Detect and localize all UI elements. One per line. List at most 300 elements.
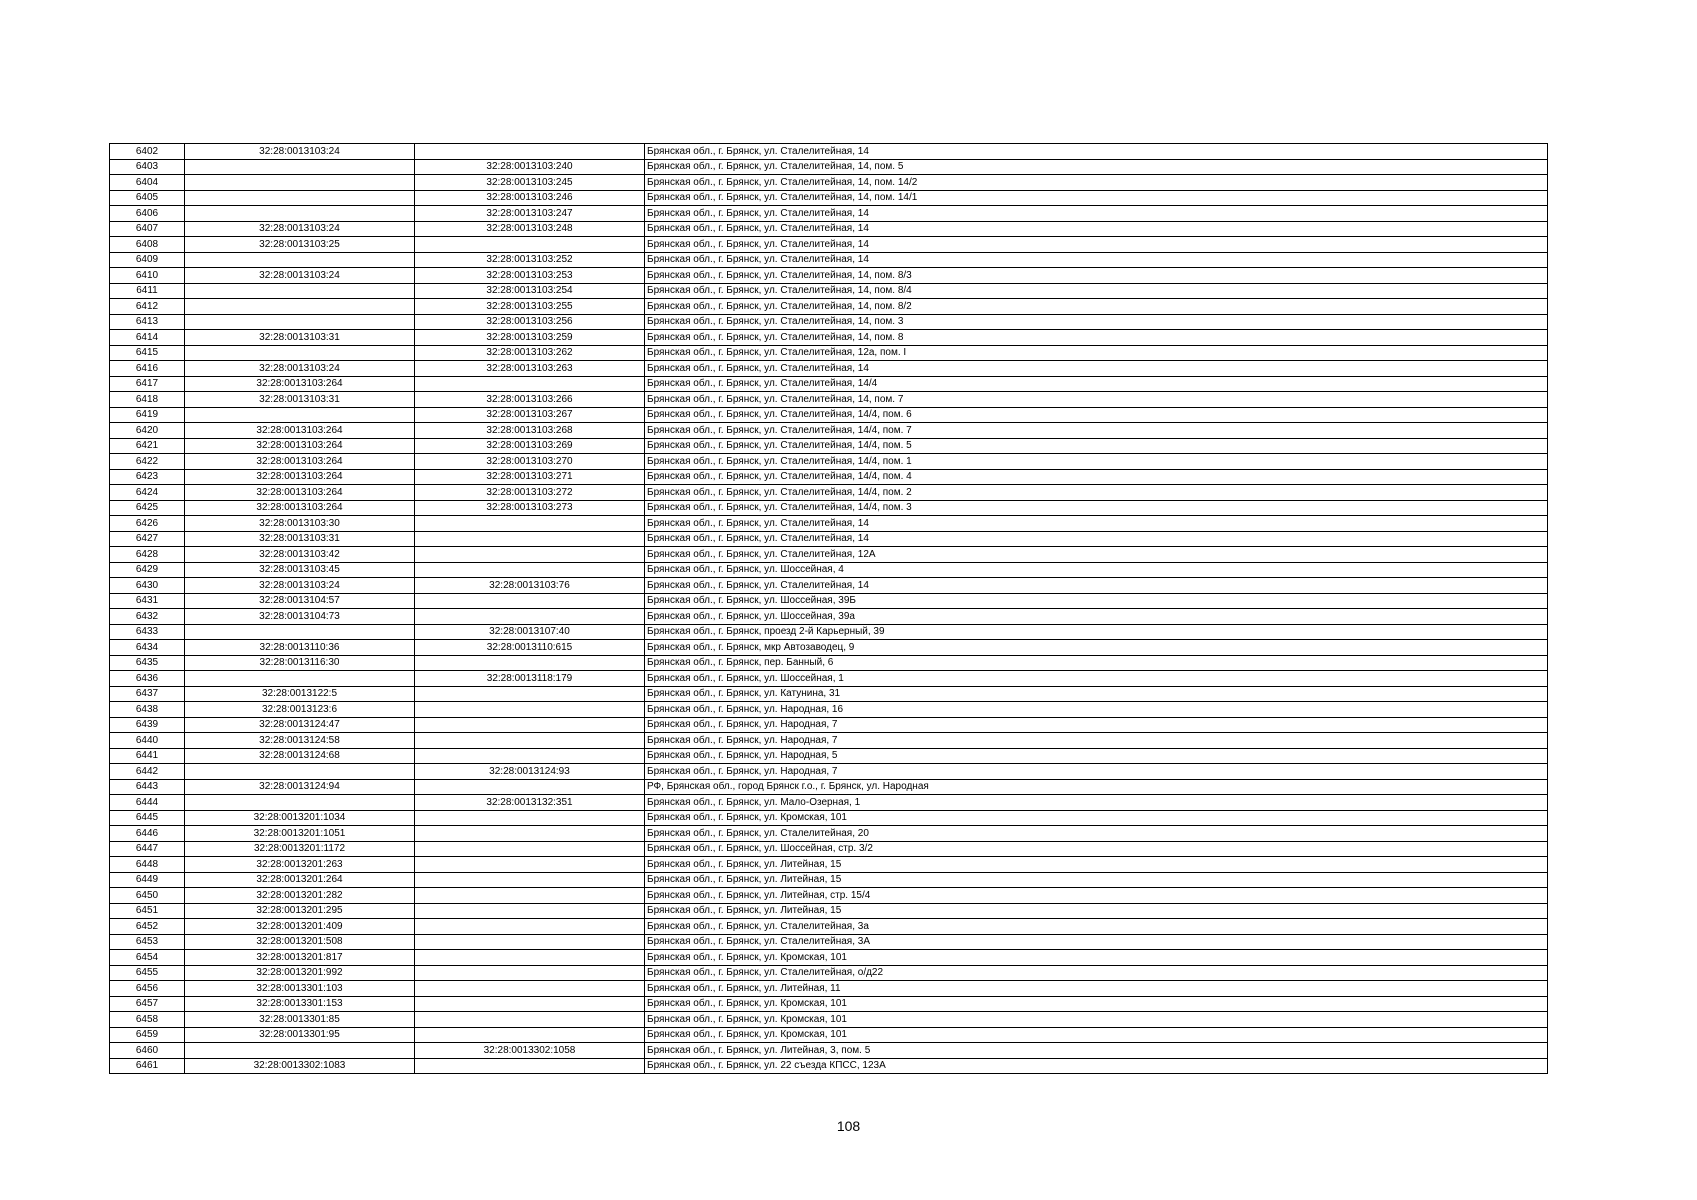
object-cadastral-number-cell: 32:28:0013302:1058 bbox=[415, 1043, 645, 1059]
table-row bbox=[110, 221, 1548, 237]
parcel-cadastral-number-cell: 32:28:0013301:153 bbox=[185, 996, 415, 1012]
row-number-cell: 6409 bbox=[110, 252, 185, 268]
parcel-cadastral-number-cell: 32:28:0013104:57 bbox=[185, 593, 415, 609]
address-cell: Брянская обл., г. Брянск, ул. Сталелитейная, 14, пом. 8 bbox=[645, 330, 1548, 346]
parcel-cadastral-number-cell: 32:28:0013201:1034 bbox=[185, 810, 415, 826]
table-row bbox=[110, 268, 1548, 284]
parcel-cadastral-number-cell: 32:28:0013201:817 bbox=[185, 950, 415, 966]
table-row bbox=[110, 996, 1548, 1012]
parcel-cadastral-number-cell: 32:28:0013103:264 bbox=[185, 454, 415, 470]
table-row bbox=[110, 159, 1548, 175]
parcel-cadastral-number-cell bbox=[185, 795, 415, 811]
object-cadastral-number-cell: 32:28:0013103:267 bbox=[415, 407, 645, 423]
parcel-cadastral-number-cell: 32:28:0013103:24 bbox=[185, 268, 415, 284]
object-cadastral-number-cell bbox=[415, 1027, 645, 1043]
address-cell: Брянская обл., г. Брянск, ул. Сталелитейная, 14, пом. 14/2 bbox=[645, 175, 1548, 191]
row-number-cell: 6454 bbox=[110, 950, 185, 966]
row-number-cell: 6445 bbox=[110, 810, 185, 826]
table-row bbox=[110, 919, 1548, 935]
row-number-cell: 6406 bbox=[110, 206, 185, 222]
parcel-cadastral-number-cell: 32:28:0013201:992 bbox=[185, 965, 415, 981]
page-number: 108 bbox=[836, 1118, 861, 1134]
table-row bbox=[110, 237, 1548, 253]
table-row bbox=[110, 485, 1548, 501]
parcel-cadastral-number-cell: 32:28:0013103:24 bbox=[185, 361, 415, 377]
parcel-cadastral-number-cell bbox=[185, 345, 415, 361]
object-cadastral-number-cell bbox=[415, 981, 645, 997]
parcel-cadastral-number-cell bbox=[185, 252, 415, 268]
address-cell: Брянская обл., г. Брянск, ул. Сталелитейная, 14 bbox=[645, 237, 1548, 253]
row-number-cell: 6424 bbox=[110, 485, 185, 501]
table-row bbox=[110, 345, 1548, 361]
object-cadastral-number-cell bbox=[415, 919, 645, 935]
table-row bbox=[110, 407, 1548, 423]
table-row bbox=[110, 578, 1548, 594]
row-number-cell: 6442 bbox=[110, 764, 185, 780]
table-row bbox=[110, 779, 1548, 795]
table-row bbox=[110, 702, 1548, 718]
parcel-cadastral-number-cell: 32:28:0013124:68 bbox=[185, 748, 415, 764]
object-cadastral-number-cell bbox=[415, 531, 645, 547]
object-cadastral-number-cell: 32:28:0013103:255 bbox=[415, 299, 645, 315]
row-number-cell: 6448 bbox=[110, 857, 185, 873]
table-row bbox=[110, 764, 1548, 780]
registry-table-body bbox=[110, 144, 1548, 1074]
parcel-cadastral-number-cell bbox=[185, 1043, 415, 1059]
row-number-cell: 6431 bbox=[110, 593, 185, 609]
row-number-cell: 6426 bbox=[110, 516, 185, 532]
parcel-cadastral-number-cell bbox=[185, 407, 415, 423]
object-cadastral-number-cell bbox=[415, 950, 645, 966]
address-cell: Брянская обл., г. Брянск, ул. Литейная, 15 bbox=[645, 872, 1548, 888]
parcel-cadastral-number-cell bbox=[185, 159, 415, 175]
parcel-cadastral-number-cell: 32:28:0013124:58 bbox=[185, 733, 415, 749]
row-number-cell: 6456 bbox=[110, 981, 185, 997]
address-cell: Брянская обл., г. Брянск, ул. Сталелитейная, 14/4, пом. 4 bbox=[645, 469, 1548, 485]
object-cadastral-number-cell: 32:28:0013103:273 bbox=[415, 500, 645, 516]
object-cadastral-number-cell bbox=[415, 237, 645, 253]
table-row bbox=[110, 423, 1548, 439]
address-cell: Брянская обл., г. Брянск, ул. Шоссейная, стр. 3/2 bbox=[645, 841, 1548, 857]
parcel-cadastral-number-cell: 32:28:0013103:24 bbox=[185, 578, 415, 594]
object-cadastral-number-cell bbox=[415, 965, 645, 981]
object-cadastral-number-cell bbox=[415, 609, 645, 625]
address-cell: Брянская обл., г. Брянск, ул. Сталелитейная, 14 bbox=[645, 516, 1548, 532]
table-row bbox=[110, 1012, 1548, 1028]
parcel-cadastral-number-cell: 32:28:0013103:264 bbox=[185, 485, 415, 501]
address-cell: Брянская обл., г. Брянск, ул. Сталелитейная, 14/4, пом. 3 bbox=[645, 500, 1548, 516]
table-row bbox=[110, 299, 1548, 315]
row-number-cell: 6457 bbox=[110, 996, 185, 1012]
object-cadastral-number-cell bbox=[415, 1058, 645, 1074]
object-cadastral-number-cell: 32:28:0013103:252 bbox=[415, 252, 645, 268]
address-cell: Брянская обл., г. Брянск, ул. Народная, 7 bbox=[645, 717, 1548, 733]
table-row bbox=[110, 283, 1548, 299]
parcel-cadastral-number-cell: 32:28:0013201:264 bbox=[185, 872, 415, 888]
object-cadastral-number-cell: 32:28:0013118:179 bbox=[415, 671, 645, 687]
object-cadastral-number-cell: 32:28:0013103:266 bbox=[415, 392, 645, 408]
object-cadastral-number-cell bbox=[415, 547, 645, 563]
registry-sheet bbox=[109, 143, 1547, 1074]
table-row bbox=[110, 438, 1548, 454]
address-cell: РФ, Брянская обл., город Брянск г.о., г. Брянск, ул. Народная bbox=[645, 779, 1548, 795]
address-cell: Брянская обл., г. Брянск, ул. Литейная, 15 bbox=[645, 857, 1548, 873]
table-row bbox=[110, 175, 1548, 191]
row-number-cell: 6423 bbox=[110, 469, 185, 485]
parcel-cadastral-number-cell: 32:28:0013103:264 bbox=[185, 469, 415, 485]
row-number-cell: 6436 bbox=[110, 671, 185, 687]
row-number-cell: 6449 bbox=[110, 872, 185, 888]
row-number-cell: 6443 bbox=[110, 779, 185, 795]
row-number-cell: 6458 bbox=[110, 1012, 185, 1028]
parcel-cadastral-number-cell: 32:28:0013103:31 bbox=[185, 531, 415, 547]
address-cell: Брянская обл., г. Брянск, ул. Сталелитейная, 12А bbox=[645, 547, 1548, 563]
parcel-cadastral-number-cell bbox=[185, 624, 415, 640]
address-cell: Брянская обл., г. Брянск, ул. Кромская, 101 bbox=[645, 810, 1548, 826]
row-number-cell: 6405 bbox=[110, 190, 185, 206]
object-cadastral-number-cell bbox=[415, 888, 645, 904]
table-row bbox=[110, 547, 1548, 563]
table-row bbox=[110, 965, 1548, 981]
table-row bbox=[110, 593, 1548, 609]
row-number-cell: 6438 bbox=[110, 702, 185, 718]
parcel-cadastral-number-cell: 32:28:0013104:73 bbox=[185, 609, 415, 625]
row-number-cell: 6404 bbox=[110, 175, 185, 191]
table-row bbox=[110, 516, 1548, 532]
row-number-cell: 6416 bbox=[110, 361, 185, 377]
parcel-cadastral-number-cell: 32:28:0013103:45 bbox=[185, 562, 415, 578]
row-number-cell: 6459 bbox=[110, 1027, 185, 1043]
table-row bbox=[110, 903, 1548, 919]
parcel-cadastral-number-cell: 32:28:0013122:5 bbox=[185, 686, 415, 702]
parcel-cadastral-number-cell: 32:28:0013301:95 bbox=[185, 1027, 415, 1043]
parcel-cadastral-number-cell bbox=[185, 764, 415, 780]
row-number-cell: 6441 bbox=[110, 748, 185, 764]
object-cadastral-number-cell bbox=[415, 841, 645, 857]
object-cadastral-number-cell: 32:28:0013103:256 bbox=[415, 314, 645, 330]
table-row bbox=[110, 361, 1548, 377]
table-row bbox=[110, 469, 1548, 485]
row-number-cell: 6430 bbox=[110, 578, 185, 594]
parcel-cadastral-number-cell: 32:28:0013103:264 bbox=[185, 438, 415, 454]
table-row bbox=[110, 330, 1548, 346]
row-number-cell: 6403 bbox=[110, 159, 185, 175]
parcel-cadastral-number-cell: 32:28:0013110:36 bbox=[185, 640, 415, 656]
object-cadastral-number-cell: 32:28:0013103:246 bbox=[415, 190, 645, 206]
address-cell: Брянская обл., г. Брянск, ул. Сталелитейная, 14/4, пом. 5 bbox=[645, 438, 1548, 454]
address-cell: Брянская обл., г. Брянск, ул. Литейная, 11 bbox=[645, 981, 1548, 997]
address-cell: Брянская обл., г. Брянск, ул. Литейная, стр. 15/4 bbox=[645, 888, 1548, 904]
object-cadastral-number-cell bbox=[415, 810, 645, 826]
object-cadastral-number-cell bbox=[415, 934, 645, 950]
object-cadastral-number-cell: 32:28:0013124:93 bbox=[415, 764, 645, 780]
row-number-cell: 6425 bbox=[110, 500, 185, 516]
row-number-cell: 6402 bbox=[110, 144, 185, 160]
object-cadastral-number-cell bbox=[415, 1012, 645, 1028]
address-cell: Брянская обл., г. Брянск, ул. Сталелитейная, 14, пом. 8/4 bbox=[645, 283, 1548, 299]
row-number-cell: 6444 bbox=[110, 795, 185, 811]
row-number-cell: 6452 bbox=[110, 919, 185, 935]
table-row bbox=[110, 1058, 1548, 1074]
row-number-cell: 6429 bbox=[110, 562, 185, 578]
row-number-cell: 6413 bbox=[110, 314, 185, 330]
address-cell: Брянская обл., г. Брянск, ул. Сталелитейная, 14/4 bbox=[645, 376, 1548, 392]
parcel-cadastral-number-cell: 32:28:0013103:264 bbox=[185, 500, 415, 516]
parcel-cadastral-number-cell bbox=[185, 190, 415, 206]
parcel-cadastral-number-cell: 32:28:0013103:31 bbox=[185, 330, 415, 346]
parcel-cadastral-number-cell: 32:28:0013201:295 bbox=[185, 903, 415, 919]
table-row bbox=[110, 733, 1548, 749]
address-cell: Брянская обл., г. Брянск, ул. Сталелитейная, 14, пом. 5 bbox=[645, 159, 1548, 175]
parcel-cadastral-number-cell bbox=[185, 314, 415, 330]
row-number-cell: 6446 bbox=[110, 826, 185, 842]
row-number-cell: 6455 bbox=[110, 965, 185, 981]
address-cell: Брянская обл., г. Брянск, ул. Сталелитейная, 20 bbox=[645, 826, 1548, 842]
parcel-cadastral-number-cell: 32:28:0013201:1172 bbox=[185, 841, 415, 857]
parcel-cadastral-number-cell: 32:28:0013302:1083 bbox=[185, 1058, 415, 1074]
row-number-cell: 6418 bbox=[110, 392, 185, 408]
row-number-cell: 6460 bbox=[110, 1043, 185, 1059]
row-number-cell: 6439 bbox=[110, 717, 185, 733]
address-cell: Брянская обл., г. Брянск, ул. Сталелитейная, 14 bbox=[645, 361, 1548, 377]
registry-table bbox=[109, 143, 1548, 1074]
table-row bbox=[110, 810, 1548, 826]
address-cell: Брянская обл., г. Брянск, ул. Народная, 16 bbox=[645, 702, 1548, 718]
object-cadastral-number-cell bbox=[415, 144, 645, 160]
row-number-cell: 6415 bbox=[110, 345, 185, 361]
object-cadastral-number-cell bbox=[415, 733, 645, 749]
table-row bbox=[110, 872, 1548, 888]
row-number-cell: 6427 bbox=[110, 531, 185, 547]
parcel-cadastral-number-cell: 32:28:0013103:42 bbox=[185, 547, 415, 563]
object-cadastral-number-cell: 32:28:0013103:259 bbox=[415, 330, 645, 346]
parcel-cadastral-number-cell: 32:28:0013124:94 bbox=[185, 779, 415, 795]
table-row bbox=[110, 671, 1548, 687]
table-row bbox=[110, 562, 1548, 578]
parcel-cadastral-number-cell: 32:28:0013301:85 bbox=[185, 1012, 415, 1028]
address-cell: Брянская обл., г. Брянск, ул. Мало-Озерная, 1 bbox=[645, 795, 1548, 811]
address-cell: Брянская обл., г. Брянск, ул. Кромская, 101 bbox=[645, 1012, 1548, 1028]
object-cadastral-number-cell: 32:28:0013110:615 bbox=[415, 640, 645, 656]
parcel-cadastral-number-cell: 32:28:0013201:409 bbox=[185, 919, 415, 935]
object-cadastral-number-cell bbox=[415, 996, 645, 1012]
address-cell: Брянская обл., г. Брянск, ул. Народная, 7 bbox=[645, 733, 1548, 749]
object-cadastral-number-cell: 32:28:0013103:245 bbox=[415, 175, 645, 191]
table-row bbox=[110, 950, 1548, 966]
table-row bbox=[110, 826, 1548, 842]
address-cell: Брянская обл., г. Брянск, ул. Сталелитейная, 14, пом. 8/3 bbox=[645, 268, 1548, 284]
address-cell: Брянская обл., г. Брянск, мкр Автозаводец, 9 bbox=[645, 640, 1548, 656]
object-cadastral-number-cell: 32:28:0013103:271 bbox=[415, 469, 645, 485]
address-cell: Брянская обл., г. Брянск, пер. Банный, 6 bbox=[645, 655, 1548, 671]
row-number-cell: 6451 bbox=[110, 903, 185, 919]
address-cell: Брянская обл., г. Брянск, ул. Сталелитейная, 14, пом. 3 bbox=[645, 314, 1548, 330]
table-row bbox=[110, 1027, 1548, 1043]
object-cadastral-number-cell: 32:28:0013103:247 bbox=[415, 206, 645, 222]
table-row bbox=[110, 252, 1548, 268]
parcel-cadastral-number-cell bbox=[185, 299, 415, 315]
row-number-cell: 6411 bbox=[110, 283, 185, 299]
parcel-cadastral-number-cell bbox=[185, 206, 415, 222]
parcel-cadastral-number-cell: 32:28:0013201:508 bbox=[185, 934, 415, 950]
address-cell: Брянская обл., г. Брянск, ул. Сталелитейная, 14 bbox=[645, 578, 1548, 594]
object-cadastral-number-cell: 32:28:0013103:270 bbox=[415, 454, 645, 470]
row-number-cell: 6419 bbox=[110, 407, 185, 423]
row-number-cell: 6414 bbox=[110, 330, 185, 346]
address-cell: Брянская обл., г. Брянск, ул. Сталелитейная, 14 bbox=[645, 221, 1548, 237]
parcel-cadastral-number-cell: 32:28:0013116:30 bbox=[185, 655, 415, 671]
row-number-cell: 6450 bbox=[110, 888, 185, 904]
table-row bbox=[110, 500, 1548, 516]
table-row bbox=[110, 686, 1548, 702]
object-cadastral-number-cell: 32:28:0013103:240 bbox=[415, 159, 645, 175]
table-row bbox=[110, 795, 1548, 811]
object-cadastral-number-cell bbox=[415, 857, 645, 873]
parcel-cadastral-number-cell: 32:28:0013103:264 bbox=[185, 376, 415, 392]
object-cadastral-number-cell bbox=[415, 748, 645, 764]
address-cell: Брянская обл., г. Брянск, ул. Сталелитейная, 14, пом. 7 bbox=[645, 392, 1548, 408]
table-row bbox=[110, 888, 1548, 904]
row-number-cell: 6437 bbox=[110, 686, 185, 702]
object-cadastral-number-cell bbox=[415, 593, 645, 609]
object-cadastral-number-cell: 32:28:0013107:40 bbox=[415, 624, 645, 640]
row-number-cell: 6453 bbox=[110, 934, 185, 950]
table-row bbox=[110, 376, 1548, 392]
object-cadastral-number-cell bbox=[415, 562, 645, 578]
table-row bbox=[110, 190, 1548, 206]
address-cell: Брянская обл., г. Брянск, ул. Сталелитейная, 14, пом. 14/1 bbox=[645, 190, 1548, 206]
address-cell: Брянская обл., г. Брянск, ул. Народная, 7 bbox=[645, 764, 1548, 780]
object-cadastral-number-cell bbox=[415, 516, 645, 532]
parcel-cadastral-number-cell: 32:28:0013201:263 bbox=[185, 857, 415, 873]
table-row bbox=[110, 841, 1548, 857]
address-cell: Брянская обл., г. Брянск, ул. Катунина, 31 bbox=[645, 686, 1548, 702]
address-cell: Брянская обл., г. Брянск, ул. Сталелитейная, 12а, пом. I bbox=[645, 345, 1548, 361]
row-number-cell: 6447 bbox=[110, 841, 185, 857]
address-cell: Брянская обл., г. Брянск, ул. Сталелитейная, 14 bbox=[645, 144, 1548, 160]
object-cadastral-number-cell: 32:28:0013103:262 bbox=[415, 345, 645, 361]
object-cadastral-number-cell bbox=[415, 826, 645, 842]
address-cell: Брянская обл., г. Брянск, ул. Шоссейная, 39а bbox=[645, 609, 1548, 625]
object-cadastral-number-cell bbox=[415, 903, 645, 919]
address-cell: Брянская обл., г. Брянск, ул. Кромская, 101 bbox=[645, 1027, 1548, 1043]
object-cadastral-number-cell bbox=[415, 779, 645, 795]
table-row bbox=[110, 1043, 1548, 1059]
row-number-cell: 6420 bbox=[110, 423, 185, 439]
row-number-cell: 6434 bbox=[110, 640, 185, 656]
parcel-cadastral-number-cell: 32:28:0013301:103 bbox=[185, 981, 415, 997]
address-cell: Брянская обл., г. Брянск, ул. Сталелитейная, 14 bbox=[645, 206, 1548, 222]
parcel-cadastral-number-cell bbox=[185, 283, 415, 299]
row-number-cell: 6407 bbox=[110, 221, 185, 237]
row-number-cell: 6422 bbox=[110, 454, 185, 470]
object-cadastral-number-cell bbox=[415, 686, 645, 702]
row-number-cell: 6428 bbox=[110, 547, 185, 563]
parcel-cadastral-number-cell: 32:28:0013103:30 bbox=[185, 516, 415, 532]
address-cell: Брянская обл., г. Брянск, ул. Кромская, 101 bbox=[645, 996, 1548, 1012]
object-cadastral-number-cell: 32:28:0013103:76 bbox=[415, 578, 645, 594]
row-number-cell: 6417 bbox=[110, 376, 185, 392]
row-number-cell: 6408 bbox=[110, 237, 185, 253]
row-number-cell: 6421 bbox=[110, 438, 185, 454]
table-row bbox=[110, 655, 1548, 671]
row-number-cell: 6435 bbox=[110, 655, 185, 671]
object-cadastral-number-cell: 32:28:0013132:351 bbox=[415, 795, 645, 811]
parcel-cadastral-number-cell: 32:28:0013124:47 bbox=[185, 717, 415, 733]
address-cell: Брянская обл., г. Брянск, ул. Сталелитейная, 14/4, пом. 1 bbox=[645, 454, 1548, 470]
parcel-cadastral-number-cell: 32:28:0013103:24 bbox=[185, 144, 415, 160]
address-cell: Брянская обл., г. Брянск, ул. Шоссейная, 4 bbox=[645, 562, 1548, 578]
table-row bbox=[110, 717, 1548, 733]
address-cell: Брянская обл., г. Брянск, ул. Литейная, 15 bbox=[645, 903, 1548, 919]
row-number-cell: 6432 bbox=[110, 609, 185, 625]
parcel-cadastral-number-cell: 32:28:0013103:24 bbox=[185, 221, 415, 237]
address-cell: Брянская обл., г. Брянск, ул. Сталелитейная, о/д22 bbox=[645, 965, 1548, 981]
address-cell: Брянская обл., г. Брянск, ул. Сталелитейная, 14, пом. 8/2 bbox=[645, 299, 1548, 315]
object-cadastral-number-cell: 32:28:0013103:254 bbox=[415, 283, 645, 299]
address-cell: Брянская обл., г. Брянск, ул. 22 съезда КПСС, 123А bbox=[645, 1058, 1548, 1074]
address-cell: Брянская обл., г. Брянск, ул. Сталелитейная, 14 bbox=[645, 252, 1548, 268]
object-cadastral-number-cell bbox=[415, 702, 645, 718]
object-cadastral-number-cell: 32:28:0013103:253 bbox=[415, 268, 645, 284]
table-row bbox=[110, 454, 1548, 470]
table-row bbox=[110, 206, 1548, 222]
table-row bbox=[110, 640, 1548, 656]
address-cell: Брянская обл., г. Брянск, ул. Шоссейная, 39Б bbox=[645, 593, 1548, 609]
object-cadastral-number-cell: 32:28:0013103:269 bbox=[415, 438, 645, 454]
parcel-cadastral-number-cell: 32:28:0013123:6 bbox=[185, 702, 415, 718]
object-cadastral-number-cell bbox=[415, 872, 645, 888]
address-cell: Брянская обл., г. Брянск, ул. Сталелитейная, 3а bbox=[645, 919, 1548, 935]
object-cadastral-number-cell bbox=[415, 376, 645, 392]
row-number-cell: 6461 bbox=[110, 1058, 185, 1074]
row-number-cell: 6412 bbox=[110, 299, 185, 315]
object-cadastral-number-cell bbox=[415, 717, 645, 733]
row-number-cell: 6410 bbox=[110, 268, 185, 284]
address-cell: Брянская обл., г. Брянск, ул. Сталелитейная, 14/4, пом. 6 bbox=[645, 407, 1548, 423]
address-cell: Брянская обл., г. Брянск, ул. Литейная, 3, пом. 5 bbox=[645, 1043, 1548, 1059]
parcel-cadastral-number-cell: 32:28:0013201:1051 bbox=[185, 826, 415, 842]
row-number-cell: 6440 bbox=[110, 733, 185, 749]
table-row bbox=[110, 609, 1548, 625]
address-cell: Брянская обл., г. Брянск, ул. Кромская, 101 bbox=[645, 950, 1548, 966]
object-cadastral-number-cell: 32:28:0013103:268 bbox=[415, 423, 645, 439]
table-row bbox=[110, 748, 1548, 764]
object-cadastral-number-cell: 32:28:0013103:248 bbox=[415, 221, 645, 237]
table-row bbox=[110, 934, 1548, 950]
object-cadastral-number-cell: 32:28:0013103:263 bbox=[415, 361, 645, 377]
object-cadastral-number-cell: 32:28:0013103:272 bbox=[415, 485, 645, 501]
parcel-cadastral-number-cell: 32:28:0013201:282 bbox=[185, 888, 415, 904]
row-number-cell: 6433 bbox=[110, 624, 185, 640]
address-cell: Брянская обл., г. Брянск, ул. Сталелитейная, 14 bbox=[645, 531, 1548, 547]
address-cell: Брянская обл., г. Брянск, ул. Шоссейная, 1 bbox=[645, 671, 1548, 687]
table-row bbox=[110, 144, 1548, 160]
table-row bbox=[110, 857, 1548, 873]
table-row bbox=[110, 624, 1548, 640]
table-row bbox=[110, 314, 1548, 330]
table-row bbox=[110, 981, 1548, 997]
address-cell: Брянская обл., г. Брянск, ул. Сталелитейная, 14/4, пом. 7 bbox=[645, 423, 1548, 439]
table-row bbox=[110, 531, 1548, 547]
object-cadastral-number-cell bbox=[415, 655, 645, 671]
parcel-cadastral-number-cell bbox=[185, 671, 415, 687]
address-cell: Брянская обл., г. Брянск, ул. Сталелитейная, 14/4, пом. 2 bbox=[645, 485, 1548, 501]
parcel-cadastral-number-cell: 32:28:0013103:31 bbox=[185, 392, 415, 408]
address-cell: Брянская обл., г. Брянск, проезд 2-й Карьерный, 39 bbox=[645, 624, 1548, 640]
parcel-cadastral-number-cell: 32:28:0013103:264 bbox=[185, 423, 415, 439]
parcel-cadastral-number-cell: 32:28:0013103:25 bbox=[185, 237, 415, 253]
